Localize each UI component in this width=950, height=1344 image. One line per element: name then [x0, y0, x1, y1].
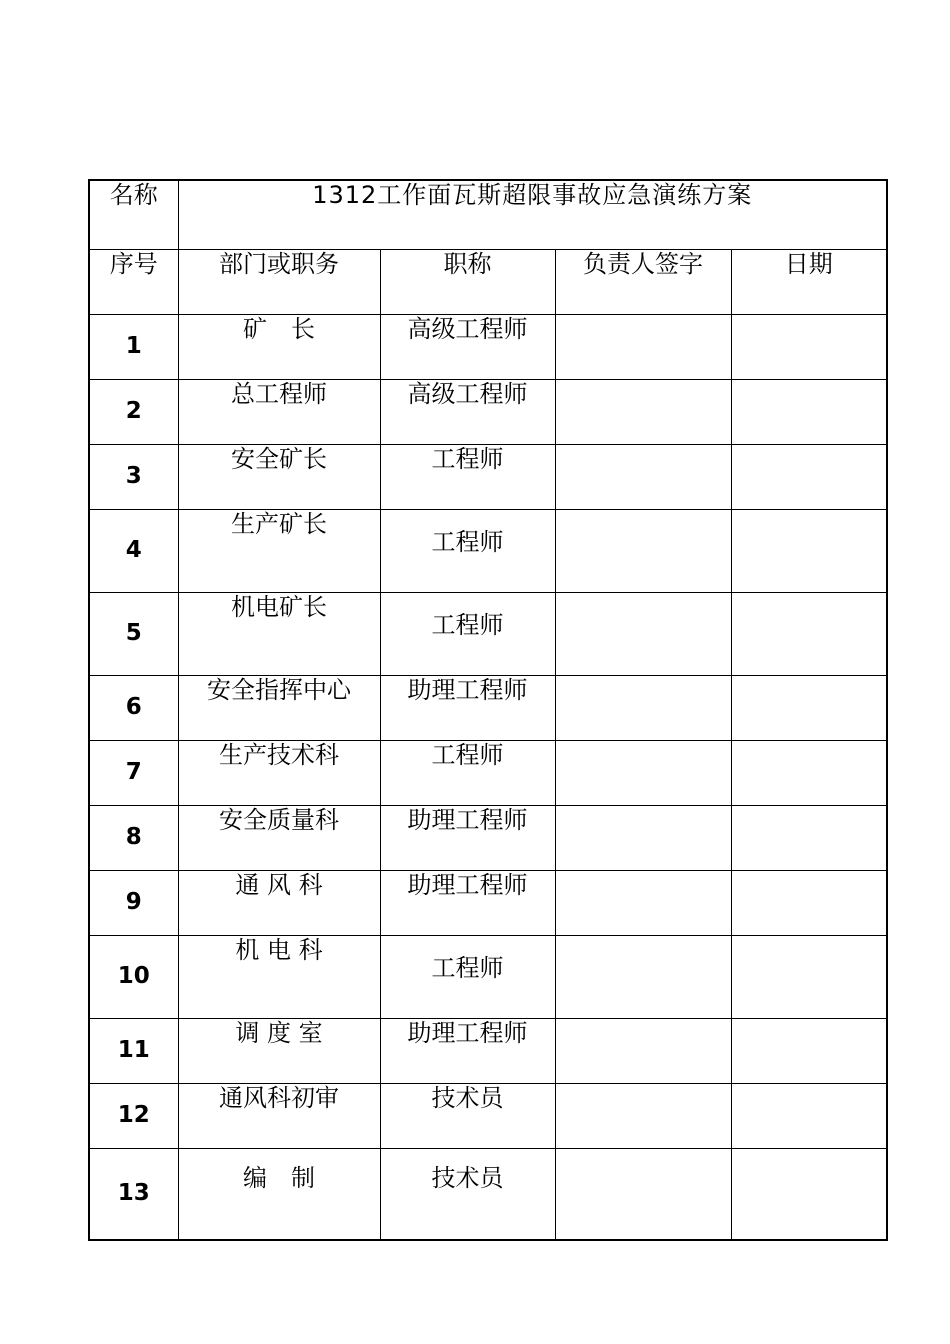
- table-row: [89, 741, 887, 806]
- table-row: [89, 445, 887, 510]
- header-dept: 部门或职务: [178, 250, 380, 315]
- signature-cell[interactable]: [555, 315, 731, 380]
- title-cell: 工程师: [380, 510, 555, 593]
- table-row: [89, 1149, 887, 1241]
- sign-off-sheet: [88, 179, 886, 1241]
- signature-cell[interactable]: [555, 806, 731, 871]
- date-cell[interactable]: [731, 1149, 887, 1241]
- header-row: [89, 250, 887, 315]
- title-cell: 助理工程师: [380, 806, 555, 871]
- dept-cell: 编 制: [178, 1149, 380, 1241]
- title-cell: 高级工程师: [380, 315, 555, 380]
- row-number: 6: [89, 676, 178, 741]
- row-number: 3: [89, 445, 178, 510]
- dept-cell: 安全质量科: [178, 806, 380, 871]
- row-number: 2: [89, 380, 178, 445]
- row-number: 9: [89, 871, 178, 936]
- signature-cell[interactable]: [555, 871, 731, 936]
- row-number: 10: [89, 936, 178, 1019]
- table-row: [89, 593, 887, 676]
- row-number: 8: [89, 806, 178, 871]
- title-cell: 助理工程师: [380, 871, 555, 936]
- dept-cell: 安全指挥中心: [178, 676, 380, 741]
- table-row: [89, 315, 887, 380]
- signature-cell[interactable]: [555, 380, 731, 445]
- table-row: [89, 936, 887, 1019]
- dept-cell: 调 度 室: [178, 1019, 380, 1084]
- plan-title: 1312工作面瓦斯超限事故应急演练方案: [178, 180, 887, 250]
- row-number: 11: [89, 1019, 178, 1084]
- signature-cell[interactable]: [555, 676, 731, 741]
- table-row: [89, 871, 887, 936]
- header-no: 序号: [89, 250, 178, 315]
- signature-cell[interactable]: [555, 1019, 731, 1084]
- dept-cell: 生产技术科: [178, 741, 380, 806]
- date-cell[interactable]: [731, 806, 887, 871]
- row-number: 7: [89, 741, 178, 806]
- date-cell[interactable]: [731, 510, 887, 593]
- date-cell[interactable]: [731, 1019, 887, 1084]
- date-cell[interactable]: [731, 676, 887, 741]
- table-row: [89, 806, 887, 871]
- date-cell[interactable]: [731, 936, 887, 1019]
- row-number: 5: [89, 593, 178, 676]
- dept-cell: 安全矿长: [178, 445, 380, 510]
- signature-cell[interactable]: [555, 936, 731, 1019]
- date-cell[interactable]: [731, 1084, 887, 1149]
- row-number: 13: [89, 1149, 178, 1241]
- title-cell: 技术员: [380, 1084, 555, 1149]
- table-row: [89, 1019, 887, 1084]
- table-row: [89, 1084, 887, 1149]
- sign-off-table: [88, 179, 888, 1241]
- title-cell: 助理工程师: [380, 1019, 555, 1084]
- dept-cell: 矿 长: [178, 315, 380, 380]
- date-cell[interactable]: [731, 741, 887, 806]
- date-cell[interactable]: [731, 445, 887, 510]
- row-number: 1: [89, 315, 178, 380]
- signature-cell[interactable]: [555, 445, 731, 510]
- title-cell: 助理工程师: [380, 676, 555, 741]
- date-cell[interactable]: [731, 871, 887, 936]
- title-cell: 工程师: [380, 741, 555, 806]
- dept-cell: 机 电 科: [178, 936, 380, 1019]
- date-cell[interactable]: [731, 380, 887, 445]
- table-row: [89, 380, 887, 445]
- signature-cell[interactable]: [555, 1149, 731, 1241]
- header-signer: 负责人签字: [555, 250, 731, 315]
- date-cell[interactable]: [731, 593, 887, 676]
- title-cell: 工程师: [380, 593, 555, 676]
- row-number: 4: [89, 510, 178, 593]
- header-title: 职称: [380, 250, 555, 315]
- table-row: [89, 510, 887, 593]
- date-cell[interactable]: [731, 315, 887, 380]
- dept-cell: 通 风 科: [178, 871, 380, 936]
- signature-cell[interactable]: [555, 1084, 731, 1149]
- dept-cell: 总工程师: [178, 380, 380, 445]
- signature-cell[interactable]: [555, 741, 731, 806]
- table-row: [89, 676, 887, 741]
- title-cell: 工程师: [380, 445, 555, 510]
- signature-cell[interactable]: [555, 593, 731, 676]
- title-row: [89, 180, 887, 250]
- title-cell: 技术员: [380, 1149, 555, 1241]
- title-cell: 工程师: [380, 936, 555, 1019]
- dept-cell: 通风科初审: [178, 1084, 380, 1149]
- header-date: 日期: [731, 250, 887, 315]
- row-number: 12: [89, 1084, 178, 1149]
- signature-cell[interactable]: [555, 510, 731, 593]
- dept-cell: 生产矿长: [178, 510, 380, 593]
- name-label: 名称: [89, 180, 178, 250]
- title-cell: 高级工程师: [380, 380, 555, 445]
- dept-cell: 机电矿长: [178, 593, 380, 676]
